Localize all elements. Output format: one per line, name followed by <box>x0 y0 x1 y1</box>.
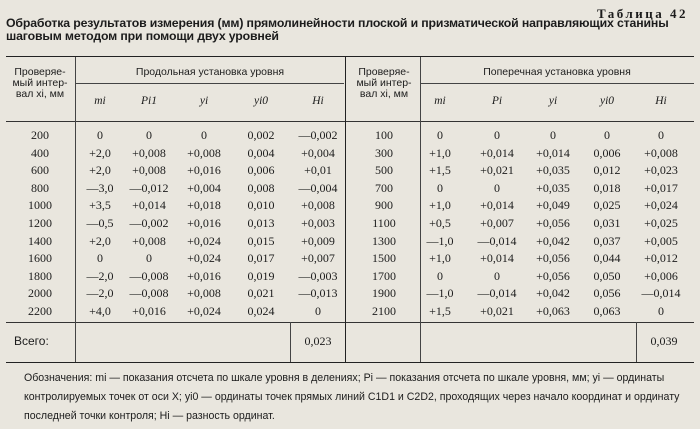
right-col-header: Pi <box>491 95 503 107</box>
left-value-cell: 0,006 <box>247 163 275 178</box>
left-value-cell: +3,5 <box>89 198 111 213</box>
right-value-cell: +1,0 <box>429 198 451 213</box>
right-value-cell: 0 <box>437 180 443 195</box>
left-value-cell: +0,016 <box>187 216 221 230</box>
right-value-cell: +0,056 <box>536 216 570 230</box>
right-value-cell: —0,014 <box>477 286 517 301</box>
left-value-cell: 0,002 <box>247 128 275 142</box>
left-col-header: yi0 <box>253 95 269 107</box>
right-value-cell: +0,056 <box>536 251 570 266</box>
right-interval-cell: 900 <box>375 198 393 213</box>
right-col-header: mi <box>434 95 446 107</box>
left-total-value: 0,023 <box>304 334 332 348</box>
total-rule <box>6 322 694 323</box>
right-value-cell: 0,025 <box>593 198 621 213</box>
right-value-cell: 0 <box>494 180 500 195</box>
right-value-cell: 0 <box>437 268 443 283</box>
left-value-cell: 0,004 <box>247 145 275 160</box>
left-value-cell: +0,024 <box>187 304 221 318</box>
left-interval-cell: 2200 <box>28 304 52 318</box>
left-value-cell: 0 <box>146 251 152 266</box>
right-col-header: yi0 <box>599 95 615 107</box>
right-interval-header: Проверяе- <box>358 66 410 78</box>
right-value-cell: 0,018 <box>593 180 621 195</box>
right-value-cell: +0,042 <box>536 233 570 248</box>
right-value-cell: 0 <box>437 128 443 142</box>
right-value-cell: +0,008 <box>644 145 678 160</box>
left-value-cell: —0,002 <box>129 216 169 230</box>
right-value-cell: +0,014 <box>480 198 514 213</box>
right-value-cell: +1,5 <box>429 163 451 178</box>
left-value-cell: +0,009 <box>301 233 335 248</box>
right-col-header: yi <box>548 95 558 107</box>
left-interval-cell: 400 <box>31 145 49 160</box>
left-value-cell: +0,008 <box>187 286 221 301</box>
right-value-cell: +1,5 <box>429 304 451 318</box>
left-value-cell: —0,5 <box>86 216 114 230</box>
right-value-cell: +0,021 <box>480 163 514 178</box>
right-divider-total <box>636 322 637 362</box>
left-interval-cell: 800 <box>31 180 49 195</box>
left-interval-cell: 1200 <box>28 216 52 230</box>
left-value-cell: +2,0 <box>89 233 111 248</box>
left-interval-cell: 200 <box>31 128 49 142</box>
right-value-cell: +0,042 <box>536 286 570 301</box>
left-col-header: Pi1 <box>141 95 157 107</box>
right-value-cell: 0 <box>604 128 610 142</box>
left-value-cell: +0,016 <box>132 304 166 318</box>
left-interval-cell: 600 <box>31 163 49 178</box>
left-interval-cell: 1000 <box>28 198 52 213</box>
right-interval-header: вал xi, мм <box>359 88 409 100</box>
left-value-cell: 0,024 <box>247 304 275 318</box>
left-value-cell: +0,003 <box>301 216 335 230</box>
left-value-cell: —3,0 <box>86 180 114 195</box>
right-group-rule <box>420 83 694 84</box>
left-value-cell: +0,008 <box>132 145 166 160</box>
left-value-cell: —2,0 <box>86 286 114 301</box>
right-value-cell: +0,035 <box>536 163 570 178</box>
right-value-cell: +0,021 <box>480 304 514 318</box>
right-interval-cell: 1500 <box>372 251 396 266</box>
right-value-cell: +0,035 <box>536 180 570 195</box>
right-value-cell: +0,056 <box>536 268 570 283</box>
right-interval-cell: 1100 <box>372 216 396 230</box>
right-interval-cell: 1700 <box>372 268 396 283</box>
right-value-cell: +0,017 <box>644 180 678 195</box>
left-interval-header: вал xi, мм <box>15 88 65 100</box>
right-value-cell: 0 <box>494 128 500 142</box>
left-value-cell: 0,015 <box>247 233 275 248</box>
left-value-cell: 0,008 <box>247 180 275 195</box>
right-value-cell: 0,031 <box>593 216 621 230</box>
left-value-cell: 0,013 <box>247 216 275 230</box>
table-number: Таблица 42 <box>596 6 688 21</box>
left-value-cell: —0,013 <box>298 286 338 301</box>
left-value-cell: +0,01 <box>304 163 332 178</box>
right-value-cell: —0,014 <box>641 286 681 301</box>
right-group-header: Поперечная установка уровня <box>483 66 631 78</box>
left-value-cell: —0,003 <box>298 268 338 283</box>
right-value-cell: +0,014 <box>536 145 570 160</box>
right-interval-cell: 1900 <box>372 286 396 301</box>
left-group-rule <box>75 83 344 84</box>
left-value-cell: 0,021 <box>247 286 275 301</box>
right-value-cell: —1,0 <box>426 233 454 248</box>
right-value-cell: +0,023 <box>644 163 678 178</box>
left-value-cell: +0,024 <box>187 233 221 248</box>
left-value-cell: +2,0 <box>89 145 111 160</box>
right-interval-cell: 100 <box>375 128 393 142</box>
right-value-cell: +1,0 <box>429 145 451 160</box>
right-interval-cell: 500 <box>375 163 393 178</box>
right-value-cell: +0,005 <box>644 233 678 248</box>
right-interval-cell: 2100 <box>372 304 396 318</box>
right-value-cell: +0,012 <box>644 251 678 266</box>
left-group-header: Продольная установка уровня <box>135 66 285 78</box>
left-value-cell: —0,002 <box>298 128 338 142</box>
right-value-cell: 0 <box>658 304 664 318</box>
right-value-cell: 0,063 <box>593 304 621 318</box>
left-value-cell: 0,010 <box>247 198 275 213</box>
right-value-cell: —1,0 <box>426 286 454 301</box>
right-col-header: Hi <box>655 95 667 107</box>
left-value-cell: 0 <box>97 128 103 142</box>
left-interval-header: мый интер- <box>12 77 68 89</box>
right-value-cell: +0,014 <box>480 251 514 266</box>
right-value-cell: +1,0 <box>429 251 451 266</box>
right-interval-cell: 1300 <box>372 233 396 248</box>
left-value-cell: +0,016 <box>187 163 221 178</box>
left-total-label: Всего: <box>14 334 49 348</box>
right-value-cell: 0,050 <box>593 268 621 283</box>
left-value-cell: 0 <box>97 251 103 266</box>
left-interval-cell: 1800 <box>28 268 52 283</box>
right-value-cell: +0,063 <box>536 304 570 318</box>
right-value-cell: +0,049 <box>536 198 570 213</box>
left-value-cell: 0,017 <box>247 251 275 266</box>
left-value-cell: +0,008 <box>301 198 335 213</box>
header-bottom-rule <box>6 121 694 122</box>
left-value-cell: +0,024 <box>187 251 221 266</box>
left-divider-a <box>75 57 76 362</box>
left-interval-header: Проверяе- <box>14 66 66 78</box>
left-value-cell: +0,008 <box>132 163 166 178</box>
left-value-cell: +2,0 <box>89 163 111 178</box>
left-value-cell: +0,008 <box>187 145 221 160</box>
left-interval-cell: 2000 <box>28 286 52 301</box>
right-value-cell: 0 <box>658 128 664 142</box>
left-value-cell: —0,004 <box>298 180 338 195</box>
right-value-cell: +0,007 <box>480 216 514 230</box>
left-value-cell: +0,004 <box>301 145 335 160</box>
left-value-cell: +0,018 <box>187 198 221 213</box>
left-col-header: mi <box>94 95 106 107</box>
right-value-cell: 0,037 <box>593 233 621 248</box>
left-col-header: Hi <box>312 95 324 107</box>
left-value-cell: +0,007 <box>301 251 335 266</box>
right-value-cell: —0,014 <box>477 233 517 248</box>
notes: Обозначения: mi — показания отсчета по шкале уровня в делениях; Pi — показания отсчета по шкале уровня, мм; yi — ординаты контролируемых точек от оси X; yi0 — ординаты точек прямых линий C1D1 и C2D2, проходящих через начало координат и ординату последней точки контроля; Hi — разность ординат. <box>24 372 680 422</box>
right-value-cell: +0,5 <box>429 216 451 230</box>
right-value-cell: +0,006 <box>644 268 678 283</box>
right-value-cell: 0,006 <box>593 145 621 160</box>
left-value-cell: —0,008 <box>129 268 169 283</box>
left-col-header: yi <box>199 95 209 107</box>
left-value-cell: —0,012 <box>129 180 169 195</box>
table-bottom-rule <box>6 362 694 363</box>
center-divider <box>345 57 346 362</box>
table-title: Обработка результатов измерения (мм) прямолинейности плоской и призматической направляющих станины шаговым методом при помощи двух уровней <box>6 16 669 43</box>
left-value-cell: 0 <box>146 128 152 142</box>
left-value-cell: +0,016 <box>187 268 221 283</box>
right-value-cell: +0,025 <box>644 216 678 230</box>
right-value-cell: 0 <box>550 128 556 142</box>
left-value-cell: —2,0 <box>86 268 114 283</box>
left-divider-total <box>290 322 291 362</box>
right-total-value: 0,039 <box>650 334 678 348</box>
left-interval-cell: 1400 <box>28 233 52 248</box>
right-value-cell: 0 <box>494 268 500 283</box>
right-interval-cell: 300 <box>375 145 393 160</box>
right-value-cell: +0,024 <box>644 198 678 213</box>
right-value-cell: 0,044 <box>593 251 621 266</box>
left-value-cell: +4,0 <box>89 304 111 318</box>
left-value-cell: +0,014 <box>132 198 166 213</box>
left-value-cell: —0,008 <box>129 286 169 301</box>
left-interval-cell: 1600 <box>28 251 52 266</box>
left-value-cell: 0 <box>201 128 207 142</box>
table-top-rule <box>6 56 694 57</box>
right-divider-a <box>420 57 421 362</box>
right-value-cell: 0,056 <box>593 286 621 301</box>
right-interval-header: мый интер- <box>356 77 412 89</box>
left-value-cell: 0 <box>315 304 321 318</box>
right-value-cell: +0,014 <box>480 145 514 160</box>
left-value-cell: +0,008 <box>132 233 166 248</box>
right-interval-cell: 700 <box>375 180 393 195</box>
left-value-cell: +0,004 <box>187 180 221 195</box>
right-value-cell: 0,012 <box>593 163 621 178</box>
left-value-cell: 0,019 <box>247 268 275 283</box>
